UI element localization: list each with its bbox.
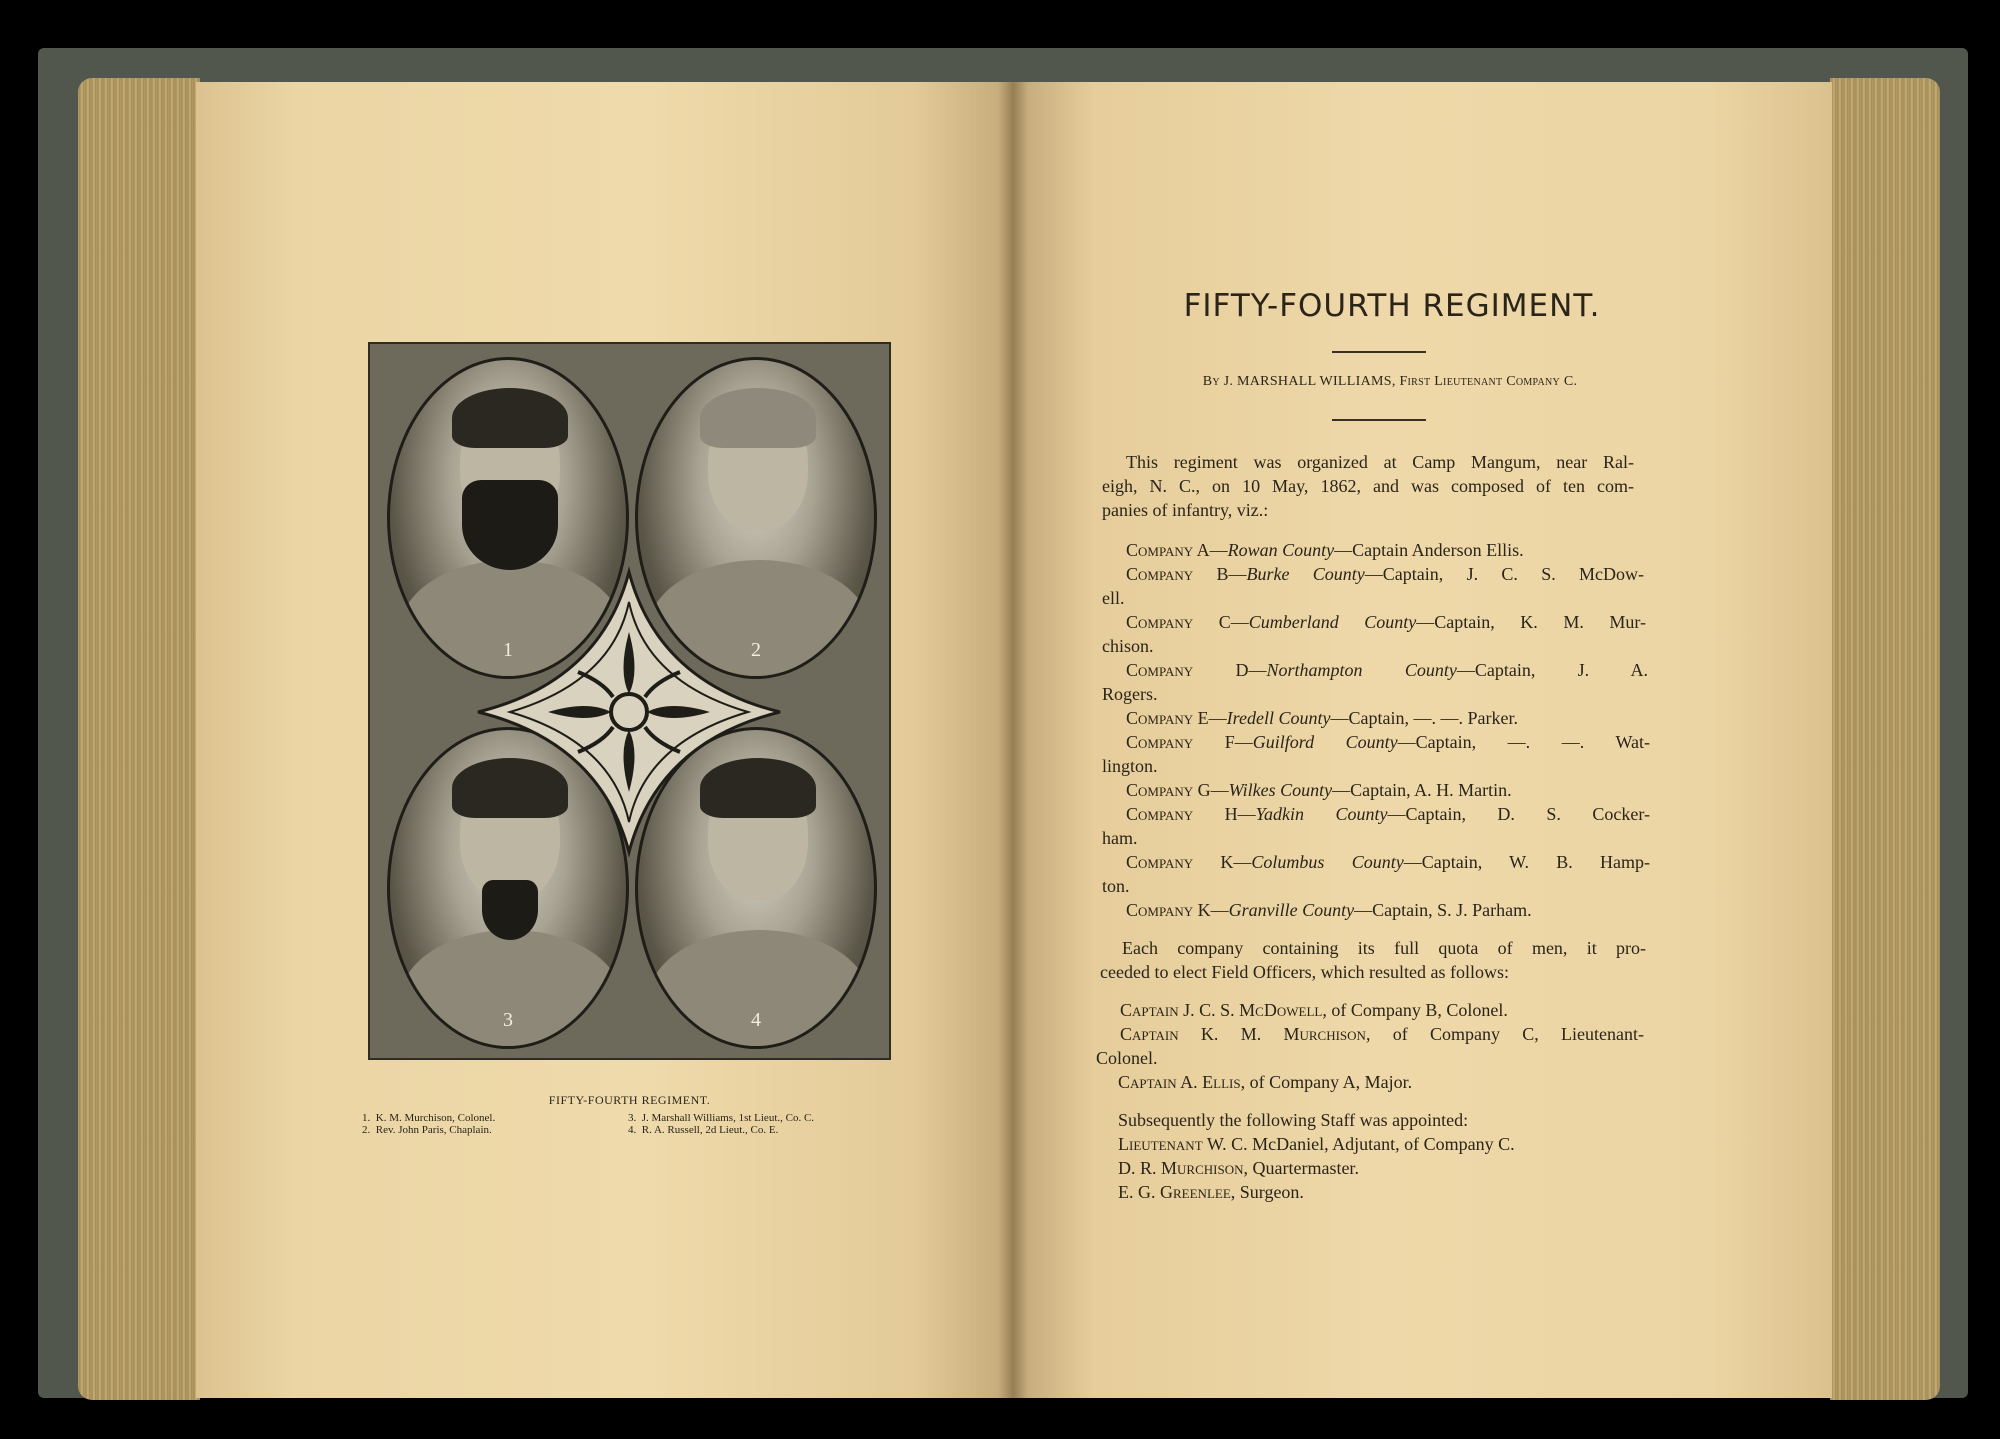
each-line-2: ceeded to elect Field Officers, which resulted as follows: [1100,962,1510,982]
book-gutter [998,82,1028,1398]
company-h-cont: ham. [1102,828,1138,848]
staff-surgeon: E. G. Greenlee, Surgeon. [1118,1182,1304,1202]
officer-colonel: Captain J. C. S. McDowell, of Company B, Colonel. [1120,1000,1508,1020]
portrait-number: 1 [503,639,513,661]
company-d: Company D—Northampton County—Captain, J. A. [1126,660,1649,680]
company-k-granville: Company K—Granville County—Captain, S. J. Parham. [1126,900,1532,920]
page-title: FIFTY-FOURTH REGIMENT. [1183,288,1601,324]
staff-adjutant: Lieutenant W. C. McDaniel, Adjutant, of Company C. [1118,1134,1515,1154]
company-k-columbus: Company K—Columbus County—Captain, W. B. Hamp- [1126,852,1650,872]
officer-lt-colonel-cont: Colonel. [1096,1048,1158,1068]
company-d-cont: Rogers. [1102,684,1158,704]
intro-line-3: panies of infantry, viz.: [1102,500,1269,520]
title-rule [1332,351,1426,353]
company-b: Company B—Burke County—Captain, J. C. S. McDow- [1126,564,1645,584]
company-h: Company H—Yadkin County—Captain, D. S. Cocker- [1126,804,1651,824]
company-c-cont: chison. [1102,636,1154,656]
company-a: Company A—Rowan County—Captain Anderson Ellis. [1126,540,1524,560]
page-edges-left [78,78,200,1400]
company-f: Company F—Guilford County—Captain, —. —. Wat- [1126,732,1651,752]
portrait-number: 3 [503,1009,513,1031]
byline-rule [1332,419,1426,421]
plate-caption-title: FIFTY-FOURTH REGIMENT. [548,1093,711,1107]
portrait-number: 4 [751,1009,761,1031]
company-k-columbus-cont: ton. [1102,876,1130,896]
caption-item-4: 4. R. A. Russell, 2d Lieut., Co. E. [628,1124,779,1136]
company-e: Company E—Iredell County—Captain, —. —. Parker. [1126,708,1518,728]
caption-item-1: 1. K. M. Murchison, Colonel. [362,1112,496,1124]
company-f-cont: lington. [1102,756,1158,776]
page-edges-right [1830,78,1940,1400]
staff-intro: Subsequently the following Staff was appointed: [1118,1110,1469,1130]
caption-item-3: 3. J. Marshall Williams, 1st Lieut., Co. C. [628,1112,815,1124]
company-b-cont: ell. [1102,588,1125,608]
staff-quartermaster: D. R. Murchison, Quartermaster. [1118,1158,1359,1178]
each-line-1: Each company containing its full quota of men, it pro- [1122,938,1646,958]
company-g: Company G—Wilkes County—Captain, A. H. Martin. [1126,780,1512,800]
officer-major: Captain A. Ellis, of Company A, Major. [1118,1072,1413,1092]
byline: By J. MARSHALL WILLIAMS, First Lieutenant Company C. [1202,374,1578,389]
portrait-number: 2 [751,639,761,661]
portrait-plate [368,342,891,1060]
intro-line-2: eigh, N. C., on 10 May, 1862, and was composed of ten com- [1102,476,1634,496]
company-c: Company C—Cumberland County—Captain, K. M. Mur- [1126,612,1647,632]
intro-line-1: This regiment was organized at Camp Mangum, near Ral- [1126,452,1634,472]
caption-item-2: 2. Rev. John Paris, Chaplain. [362,1124,492,1136]
officer-lt-colonel: Captain K. M. Murchison, of Company C, Lieutenant- [1120,1024,1645,1044]
ornament-icon [468,562,790,862]
